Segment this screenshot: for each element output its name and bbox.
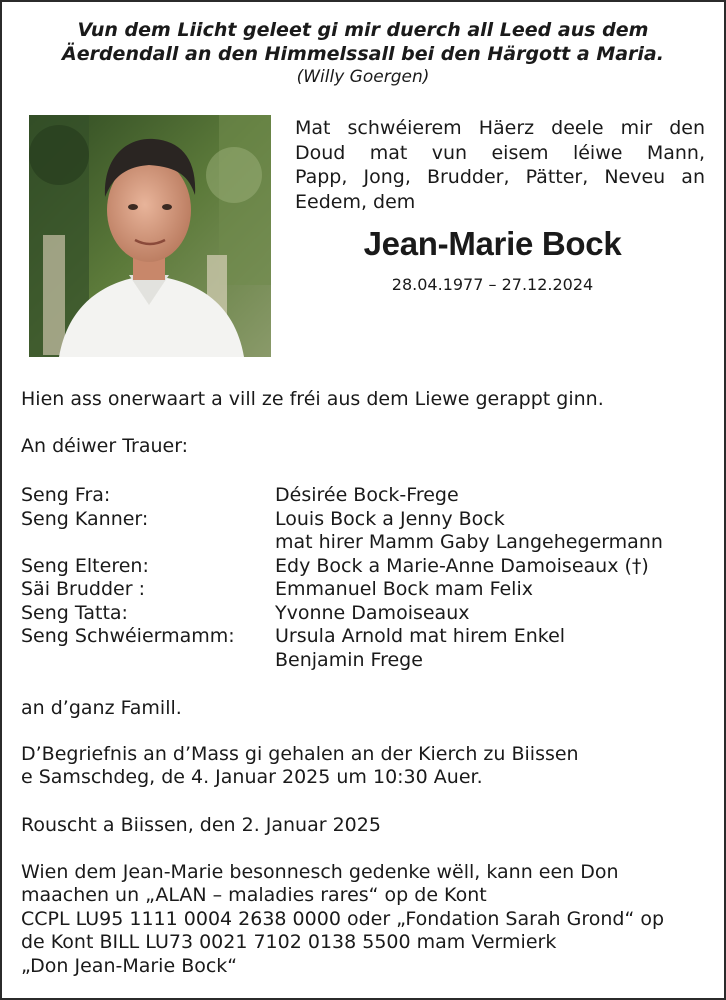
family-row [21,602,470,626]
mourning-heading-text: An déiwer Trauer: [21,435,189,457]
intro-text [295,116,705,214]
family-closing: an d’ganz Famill. [21,697,182,719]
family-names: Emmanuel Bock mam Felix [275,578,533,600]
family-relation: Seng Schwéiermamm: [21,625,235,647]
life-dates: 28.04.1977 – 27.12.2024 [391,275,594,294]
intro-line: Mat schwéierem Häerz deele mir den [295,117,705,139]
family-row [21,625,565,649]
family-row [21,555,649,579]
family-row [21,578,533,602]
donation-line: „Don Jean-Marie Bock“ [21,955,238,977]
family-names-continued: mat hirer Mamm Gaby Langehegermann [275,531,663,553]
deceased-name: Jean-Marie Bock [363,225,622,262]
intro-line: Doud mat vun eisem léiwe Mann, [295,141,705,164]
family-names: Ursula Arnold mat hirem Enkel [275,625,566,647]
quote-line: Vun dem Liicht geleet gi mir duerch all Leed aus dem [77,19,649,41]
statement-text: Hien ass onerwaart a vill ze fréi aus dem Liewe gerappt ginn. [21,388,604,410]
family-names-continued: Benjamin Frege [275,649,423,671]
funeral-line: e Samschdeg, de 4. Januar 2025 um 10:30 Auer. [21,766,483,788]
donation-line: CCPL LU95 1111 0004 2638 0000 oder „Fondation Sarah Grond“ op [21,908,665,930]
intro-line: Eedem, dem [295,190,416,213]
family-relation: Säi Brudder : [21,578,145,600]
family-relation: Seng Fra: [21,484,111,506]
family-row [21,484,459,508]
funeral-line: D’Begriefnis an d’Mass gi gehalen an der Kierch zu Biissen [21,743,579,765]
family-row [21,508,505,532]
quote-line: Äerdendall an den Himmelssall bei den Härgott a Maria. [62,43,664,65]
family-names: Désirée Bock-Frege [275,484,459,506]
portrait-photo [29,115,271,357]
family-names: Louis Bock a Jenny Bock [275,508,505,530]
family-names: Edy Bock a Marie-Anne Damoiseaux (†) [275,555,649,577]
place-date: Rouscht a Biissen, den 2. Januar 2025 [21,814,381,836]
family-relation: Seng Elteren: [21,555,149,577]
family-names: Yvonne Damoiseaux [275,602,470,624]
donation-line: de Kont BILL LU73 0021 7102 0138 5500 mam Vermierk [21,931,557,953]
mourning-heading [21,435,188,459]
memorial-quote [0,18,726,88]
intro-line: Papp, Jong, Brudder, Pätter, Neveu an [295,166,705,188]
quote-author: (Willy Goergen) [296,67,430,87]
family-relation: Seng Tatta: [21,602,128,624]
family-relation: Seng Kanner: [21,508,149,530]
donation-line: Wien dem Jean-Marie besonnesch gedenke wëll, kann een Don [21,861,619,883]
donation-line: maachen un „ALAN – maladies rares“ op de Kont [21,884,487,906]
notice-body [21,388,711,412]
